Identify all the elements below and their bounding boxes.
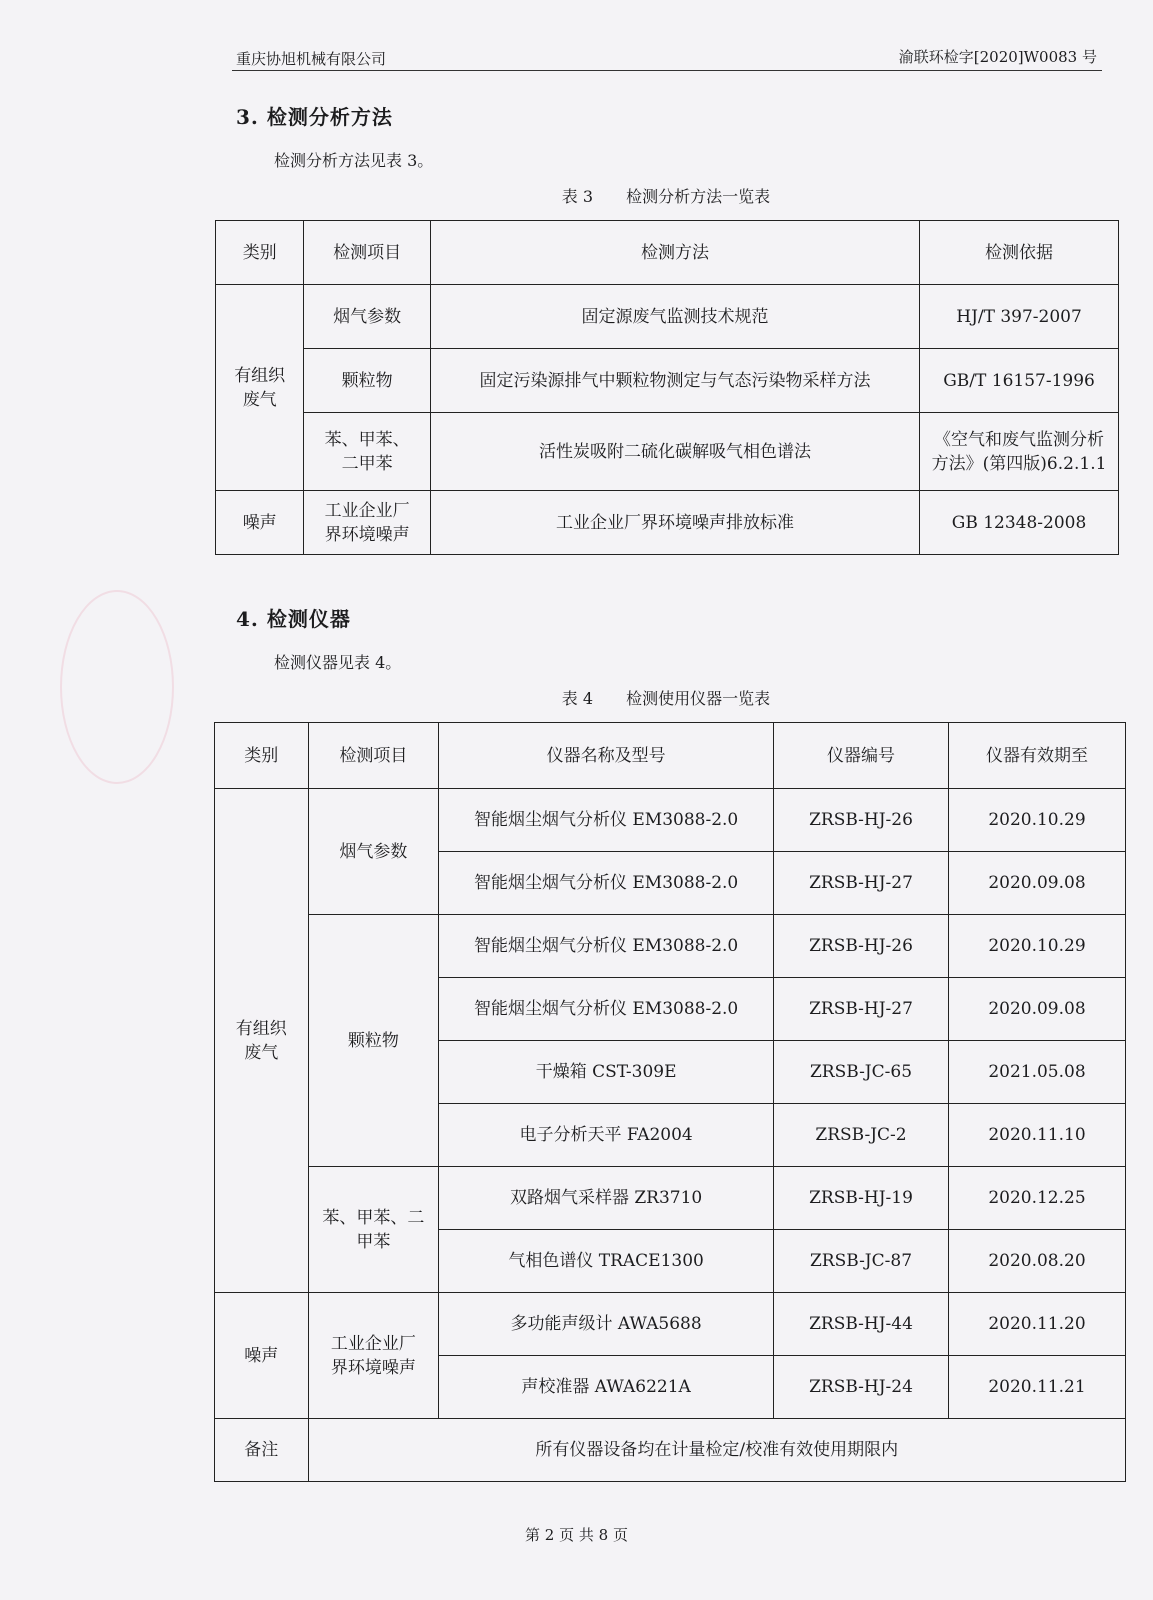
- table4-name: 气相色谱仪 TRACE1300: [439, 1230, 774, 1293]
- table4-name: 电子分析天平 FA2004: [439, 1104, 774, 1167]
- table-row: [215, 1167, 1126, 1230]
- table4-name: 智能烟尘烟气分析仪 EM3088-2.0: [439, 978, 774, 1041]
- table-row: [215, 915, 1126, 978]
- table3-item: 苯、甲苯、二甲苯: [304, 413, 431, 491]
- table4-code: ZRSB-JC-65: [774, 1041, 949, 1104]
- table4-valid: 2020.10.29: [948, 789, 1125, 852]
- table3-item: 烟气参数: [304, 285, 431, 349]
- table4-remark-text: 所有仪器设备均在计量检定/校准有效使用期限内: [308, 1419, 1126, 1482]
- table3-caption: [366, 184, 966, 207]
- table4-header-valid: 仪器有效期至: [948, 723, 1125, 789]
- table3-header-row: [216, 221, 1119, 285]
- table-row: [215, 1293, 1126, 1356]
- table4-remark-label: 备注: [215, 1419, 309, 1482]
- table4-code: ZRSB-HJ-26: [774, 789, 949, 852]
- table4-caption: [366, 686, 966, 709]
- table4-header-category: 类别: [215, 723, 309, 789]
- table4-valid: 2021.05.08: [948, 1041, 1125, 1104]
- table4-valid: 2020.11.10: [948, 1104, 1125, 1167]
- section4-title: 4. 检测仪器: [236, 607, 351, 631]
- table4-valid: 2020.11.20: [948, 1293, 1125, 1356]
- table4-name: 智能烟尘烟气分析仪 EM3088-2.0: [439, 915, 774, 978]
- company-name: 重庆协旭机械有限公司: [236, 50, 387, 68]
- table4-code: ZRSB-HJ-19: [774, 1167, 949, 1230]
- table4-category-gas: 有组织废气: [215, 789, 309, 1293]
- table4-code: ZRSB-HJ-24: [774, 1356, 949, 1419]
- table3-method: 工业企业厂界环境噪声排放标准: [430, 491, 919, 555]
- report-number: 渝联环检字[2020]W0083 号: [898, 48, 1097, 66]
- table4-valid: 2020.10.29: [948, 915, 1125, 978]
- table3-caption-no: 表 3: [561, 187, 594, 206]
- red-seal-stamp: [60, 590, 174, 784]
- table4-item-pm: 颗粒物: [308, 915, 439, 1167]
- section3-title: 3. 检测分析方法: [236, 105, 393, 129]
- table4-name: 多功能声级计 AWA5688: [439, 1293, 774, 1356]
- table3-method: 活性炭吸附二硫化碳解吸气相色谱法: [430, 413, 919, 491]
- table-row: [216, 491, 1119, 555]
- table3-method: 固定源废气监测技术规范: [430, 285, 919, 349]
- table3-method: 固定污染源排气中颗粒物测定与气态污染物采样方法: [430, 349, 919, 413]
- table4-valid: 2020.09.08: [948, 978, 1125, 1041]
- table4-code: ZRSB-JC-2: [774, 1104, 949, 1167]
- table4-instruments: [214, 722, 1126, 1482]
- header-rule: [232, 70, 1102, 71]
- table4-code: ZRSB-HJ-27: [774, 852, 949, 915]
- table4-code: ZRSB-JC-87: [774, 1230, 949, 1293]
- table4-header-code: 仪器编号: [774, 723, 949, 789]
- table-row: [216, 413, 1119, 491]
- table4-name: 双路烟气采样器 ZR3710: [439, 1167, 774, 1230]
- table4-valid: 2020.12.25: [948, 1167, 1125, 1230]
- table4-valid: 2020.09.08: [948, 852, 1125, 915]
- table-row: [216, 285, 1119, 349]
- table3-item: 工业企业厂界环境噪声: [304, 491, 431, 555]
- table4-code: ZRSB-HJ-44: [774, 1293, 949, 1356]
- table3-item: 颗粒物: [304, 349, 431, 413]
- table4-header-name: 仪器名称及型号: [439, 723, 774, 789]
- table3-header-category: 类别: [216, 221, 304, 285]
- table4-caption-text: 检测使用仪器一览表: [626, 689, 771, 708]
- table4-caption-no: 表 4: [561, 689, 594, 708]
- table4-item-flue: 烟气参数: [308, 789, 439, 915]
- table4-item-benzene: 苯、甲苯、二甲苯: [308, 1167, 439, 1293]
- table4-name: 声校准器 AWA6221A: [439, 1356, 774, 1419]
- section3-intro: 检测分析方法见表 3。: [274, 151, 434, 170]
- section4-intro: 检测仪器见表 4。: [274, 653, 402, 672]
- table3-header-method: 检测方法: [430, 221, 919, 285]
- table4-name: 智能烟尘烟气分析仪 EM3088-2.0: [439, 789, 774, 852]
- table3-header-item: 检测项目: [304, 221, 431, 285]
- table4-item-noise: 工业企业厂界环境噪声: [308, 1293, 439, 1419]
- table4-name: 干燥箱 CST-309E: [439, 1041, 774, 1104]
- table4-header-row: [215, 723, 1126, 789]
- table4-remark-row: [215, 1419, 1126, 1482]
- table-row: [215, 789, 1126, 852]
- table3-methods: [215, 220, 1119, 555]
- table3-category-gas: 有组织废气: [216, 285, 304, 491]
- table4-category-noise: 噪声: [215, 1293, 309, 1419]
- page-number: 第 2 页 共 8 页: [525, 1526, 628, 1544]
- table3-basis: HJ/T 397-2007: [920, 285, 1119, 349]
- table3-basis: 《空气和废气监测分析方法》(第四版)6.2.1.1: [920, 413, 1119, 491]
- table3-category-noise: 噪声: [216, 491, 304, 555]
- table-row: [216, 349, 1119, 413]
- table4-header-item: 检测项目: [308, 723, 439, 789]
- table4-name: 智能烟尘烟气分析仪 EM3088-2.0: [439, 852, 774, 915]
- table4-valid: 2020.11.21: [948, 1356, 1125, 1419]
- table3-header-basis: 检测依据: [920, 221, 1119, 285]
- table3-basis: GB/T 16157-1996: [920, 349, 1119, 413]
- table3-basis: GB 12348-2008: [920, 491, 1119, 555]
- table4-code: ZRSB-HJ-27: [774, 978, 949, 1041]
- table4-valid: 2020.08.20: [948, 1230, 1125, 1293]
- table4-code: ZRSB-HJ-26: [774, 915, 949, 978]
- table3-caption-text: 检测分析方法一览表: [626, 187, 771, 206]
